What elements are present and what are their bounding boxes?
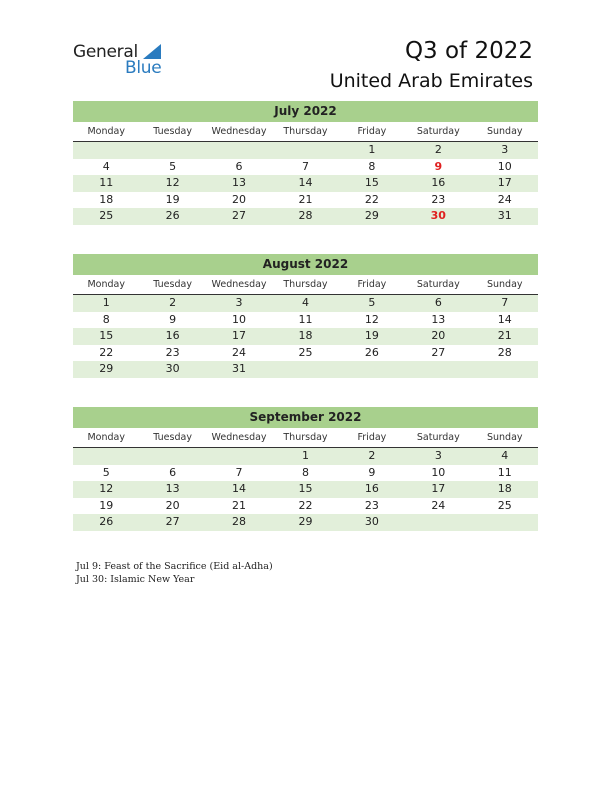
day-cell: 10 (497, 159, 512, 173)
weekday-label: Monday (87, 279, 125, 290)
day-cell: 22 (298, 498, 313, 512)
day-cell: 23 (364, 498, 379, 512)
day-cell: 5 (102, 465, 110, 479)
month-calendar (73, 254, 538, 378)
day-cell: 28 (232, 515, 247, 529)
day-cell: 25 (298, 345, 313, 359)
month-calendar (73, 407, 538, 531)
day-cell: 30 (165, 362, 180, 376)
day-cell: 25 (99, 209, 114, 223)
general-blue-logo (73, 42, 173, 78)
weekday-label: Monday (87, 126, 125, 137)
day-cell: 11 (298, 312, 313, 326)
day-cell: 29 (364, 209, 379, 223)
day-cell: 13 (232, 176, 247, 190)
month-title: September 2022 (73, 407, 538, 428)
day-cell: 13 (431, 312, 446, 326)
day-cell: 27 (165, 515, 180, 529)
week-row (73, 175, 538, 192)
day-cell: 29 (99, 362, 114, 376)
week-row (73, 498, 538, 515)
month-calendar (73, 101, 538, 225)
week-row (73, 361, 538, 378)
logo-general-text: General (73, 42, 138, 62)
weekday-label: Tuesday (153, 279, 192, 290)
day-cell: 12 (364, 312, 379, 326)
weekday-label: Friday (357, 432, 387, 443)
day-cell: 8 (102, 312, 110, 326)
day-cell: 9 (169, 312, 177, 326)
day-cell: 10 (431, 465, 446, 479)
week-row (73, 208, 538, 225)
day-cell: 30 (364, 515, 379, 529)
week-row (73, 192, 538, 209)
day-cell (206, 448, 272, 465)
day-cell: 14 (497, 312, 512, 326)
day-cell: 20 (232, 192, 247, 206)
day-cell: 3 (235, 296, 243, 309)
day-cell: 9 (368, 465, 376, 479)
day-cell: 26 (99, 515, 114, 529)
day-cell: 20 (165, 498, 180, 512)
holiday-day-cell: 30 (430, 209, 446, 223)
day-cell: 16 (364, 482, 379, 496)
week-row (73, 159, 538, 176)
day-cell: 24 (431, 498, 446, 512)
weekday-label: Saturday (416, 126, 460, 137)
day-cell (206, 142, 272, 159)
holiday-note: Jul 9: Feast of the Sacrifice (Eid al-Adha) (76, 561, 273, 572)
day-cell (139, 448, 205, 465)
day-cell: 3 (434, 449, 442, 462)
day-cell (73, 448, 139, 465)
day-cell (272, 361, 338, 378)
day-cell: 15 (364, 176, 379, 190)
day-cell (405, 514, 471, 531)
day-cell: 16 (431, 176, 446, 190)
day-cell: 12 (99, 482, 114, 496)
day-cell: 19 (165, 192, 180, 206)
day-cell: 4 (102, 159, 110, 173)
day-cell: 14 (232, 482, 247, 496)
day-cell: 18 (298, 329, 313, 343)
day-cell: 22 (364, 192, 379, 206)
day-cell: 1 (301, 449, 309, 462)
week-row (73, 295, 538, 312)
day-cell: 18 (99, 192, 114, 206)
weekday-label: Thursday (283, 126, 328, 137)
holiday-day-cell: 9 (434, 159, 443, 173)
day-cell: 8 (368, 159, 376, 173)
weekday-label: Thursday (283, 432, 328, 443)
day-cell: 19 (99, 498, 114, 512)
week-row (73, 448, 538, 465)
day-cell: 21 (497, 329, 512, 343)
day-cell: 7 (235, 465, 243, 479)
weekday-label: Wednesday (211, 279, 267, 290)
weekday-label: Monday (87, 432, 125, 443)
day-cell: 14 (298, 176, 313, 190)
day-cell (405, 361, 471, 378)
weekday-header-row (73, 428, 538, 448)
day-cell: 3 (501, 143, 509, 156)
weekday-label: Saturday (416, 279, 460, 290)
day-cell: 28 (298, 209, 313, 223)
day-cell (472, 514, 538, 531)
week-row (73, 465, 538, 482)
day-cell: 1 (368, 143, 376, 156)
weekday-header-row (73, 122, 538, 142)
day-cell (139, 142, 205, 159)
day-cell: 31 (232, 362, 247, 376)
day-cell: 2 (368, 449, 376, 462)
day-cell: 2 (169, 296, 177, 309)
week-row (73, 328, 538, 345)
day-cell: 27 (431, 345, 446, 359)
day-cell: 19 (364, 329, 379, 343)
day-cell: 21 (298, 192, 313, 206)
day-cell: 15 (298, 482, 313, 496)
week-row (73, 142, 538, 159)
day-cell: 17 (497, 176, 512, 190)
day-cell: 25 (497, 498, 512, 512)
day-cell: 18 (497, 482, 512, 496)
logo-blue-text: Blue (125, 58, 162, 78)
weekday-label: Tuesday (153, 126, 192, 137)
day-cell: 21 (232, 498, 247, 512)
weekday-label: Tuesday (153, 432, 192, 443)
day-cell (472, 361, 538, 378)
logo-triangle-icon (143, 44, 161, 59)
holiday-notes (76, 560, 273, 586)
weekday-label: Thursday (283, 279, 328, 290)
weekday-label: Sunday (486, 126, 523, 137)
day-cell: 4 (501, 449, 509, 462)
day-cell: 6 (169, 465, 177, 479)
day-cell: 22 (99, 345, 114, 359)
day-cell: 17 (431, 482, 446, 496)
day-cell: 5 (368, 296, 376, 309)
week-row (73, 514, 538, 531)
day-cell: 6 (235, 159, 243, 173)
day-cell: 5 (169, 159, 177, 173)
day-cell: 20 (431, 329, 446, 343)
month-title: August 2022 (73, 254, 538, 275)
day-cell (339, 361, 405, 378)
month-title: July 2022 (73, 101, 538, 122)
day-cell: 23 (165, 345, 180, 359)
day-cell: 12 (165, 176, 180, 190)
day-cell (73, 142, 139, 159)
weekday-label: Friday (357, 126, 387, 137)
country-name: United Arab Emirates (329, 70, 533, 92)
page-title: Q3 of 2022 (404, 38, 533, 64)
weekday-label: Friday (357, 279, 387, 290)
day-cell: 7 (501, 296, 509, 309)
week-row (73, 481, 538, 498)
day-cell: 6 (434, 296, 442, 309)
day-cell: 28 (497, 345, 512, 359)
day-cell: 17 (232, 329, 247, 343)
day-cell: 24 (497, 192, 512, 206)
day-cell: 23 (431, 192, 446, 206)
day-cell: 10 (232, 312, 247, 326)
holiday-note: Jul 30: Islamic New Year (76, 574, 195, 585)
weekday-label: Sunday (486, 279, 523, 290)
day-cell: 15 (99, 329, 114, 343)
weekday-label: Sunday (486, 432, 523, 443)
weekday-label: Wednesday (211, 126, 267, 137)
day-cell: 24 (232, 345, 247, 359)
day-cell: 26 (364, 345, 379, 359)
week-row (73, 312, 538, 329)
day-cell: 1 (102, 296, 110, 309)
day-cell: 13 (165, 482, 180, 496)
day-cell: 11 (99, 176, 114, 190)
day-cell: 27 (232, 209, 247, 223)
week-row (73, 345, 538, 362)
weekday-label: Saturday (416, 432, 460, 443)
day-cell: 31 (497, 209, 512, 223)
weekday-label: Wednesday (211, 432, 267, 443)
day-cell: 2 (434, 143, 442, 156)
day-cell: 4 (301, 296, 309, 309)
day-cell: 29 (298, 515, 313, 529)
day-cell: 26 (165, 209, 180, 223)
day-cell: 7 (301, 159, 309, 173)
day-cell: 16 (165, 329, 180, 343)
day-cell: 11 (497, 465, 512, 479)
day-cell: 8 (301, 465, 309, 479)
weekday-header-row (73, 275, 538, 295)
day-cell (272, 142, 338, 159)
